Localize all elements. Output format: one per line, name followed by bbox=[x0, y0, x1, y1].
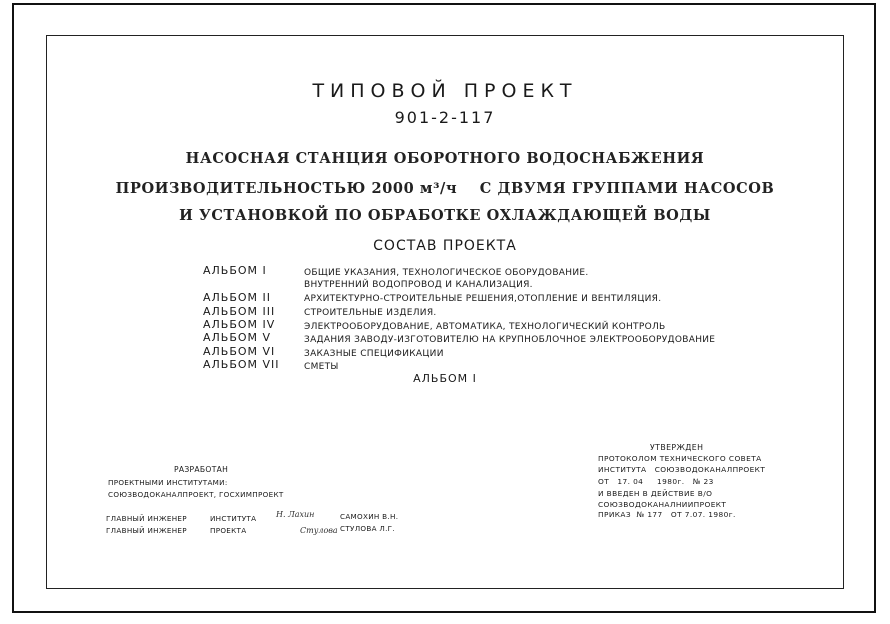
document-title: ТИПОВОЙ ПРОЕКТ bbox=[312, 80, 578, 102]
project-number: 901-2-117 bbox=[394, 108, 496, 127]
signer-2-signature: Стулова bbox=[300, 526, 338, 535]
developed-line-1: ПРОЕКТНЫМИ ИНСТИТУТАМИ: bbox=[108, 478, 228, 487]
signer-2-name: СТУЛОВА Л.Г. bbox=[340, 524, 395, 533]
signer-1-role-a: ГЛАВНЫЙ ИНЖЕНЕР bbox=[106, 514, 187, 523]
signer-2-role-a: ГЛАВНЫЙ ИНЖЕНЕР bbox=[106, 526, 187, 535]
heading-line-1: НАСОСНАЯ СТАНЦИЯ ОБОРОТНОГО ВОДОСНАБЖЕНИЯ bbox=[185, 150, 705, 167]
composition-title: СОСТАВ ПРОЕКТА bbox=[373, 238, 517, 254]
approved-line-4: И ВВЕДЕН В ДЕЙСТВИЕ В/О bbox=[598, 489, 713, 498]
approved-line-6: ПРИКАЗ № 177 ОТ 7.07. 1980г. bbox=[598, 510, 736, 519]
heading-line-2: ПРОИЗВОДИТЕЛЬНОСТЬЮ 2000 м³/ч С ДВУМЯ ГРУППАМИ НАСОСОВ bbox=[115, 180, 775, 197]
album-label-4: АЛЬБОМ IV bbox=[203, 318, 276, 331]
approved-title: УТВЕРЖДЕН bbox=[650, 443, 704, 452]
approved-line-3: ОТ 17. 04 1980г. № 23 bbox=[598, 477, 714, 486]
approved-line-2: ИНСТИТУТА СОЮЗВОДОКАНАЛПРОЕКТ bbox=[598, 465, 766, 474]
signer-2-role-b: ПРОЕКТА bbox=[210, 526, 247, 535]
album-label-3: АЛЬБОМ III bbox=[203, 305, 276, 318]
approved-line-1: ПРОТОКОЛОМ ТЕХНИЧЕСКОГО СОВЕТА bbox=[598, 454, 762, 463]
album-desc-5: ЗАДАНИЯ ЗАВОДУ-ИЗГОТОВИТЕЛЮ НА КРУПНОБЛОЧНОЕ ЭЛЕКТРООБОРУДОВАНИЕ bbox=[304, 335, 716, 345]
approved-line-5: СОЮЗВОДОКАНАЛНИИПРОЕКТ bbox=[598, 500, 727, 509]
signer-1-role-b: ИНСТИТУТА bbox=[210, 514, 257, 523]
album-desc-4: ЭЛЕКТРООБОРУДОВАНИЕ, АВТОМАТИКА, ТЕХНОЛОГИЧЕСКИЙ КОНТРОЛЬ bbox=[304, 322, 666, 332]
developed-title: РАЗРАБОТАН bbox=[174, 465, 229, 474]
album-label-5: АЛЬБОМ V bbox=[203, 331, 272, 344]
developed-line-2: СОЮЗВОДОКАНАЛПРОЕКТ, ГОСХИМПРОЕКТ bbox=[108, 490, 284, 499]
current-album: АЛЬБОМ I bbox=[413, 372, 477, 385]
album-desc-2: АРХИТЕКТУРНО-СТРОИТЕЛЬНЫЕ РЕШЕНИЯ,ОТОПЛЕНИЕ И ВЕНТИЛЯЦИЯ. bbox=[304, 294, 662, 304]
album-desc-6: ЗАКАЗНЫЕ СПЕЦИФИКАЦИИ bbox=[304, 349, 444, 359]
album-desc-3: СТРОИТЕЛЬНЫЕ ИЗДЕЛИЯ. bbox=[304, 308, 437, 318]
heading-line-3: И УСТАНОВКОЙ ПО ОБРАБОТКЕ ОХЛАЖДАЮЩЕЙ ВОДЫ bbox=[179, 207, 711, 224]
signer-1-name: САМОХИН В.Н. bbox=[340, 512, 399, 521]
album-label-6: АЛЬБОМ VI bbox=[203, 345, 276, 358]
album-desc-1a: ОБЩИЕ УКАЗАНИЯ, ТЕХНОЛОГИЧЕСКОЕ ОБОРУДОВАНИЕ. bbox=[304, 268, 589, 278]
signer-1-signature: Н. Лахин bbox=[276, 510, 315, 519]
album-label-1: АЛЬБОМ I bbox=[203, 264, 267, 277]
album-label-7: АЛЬБОМ VII bbox=[203, 358, 280, 371]
album-desc-1b: ВНУТРЕННИЙ ВОДОПРОВОД И КАНАЛИЗАЦИЯ. bbox=[304, 280, 533, 290]
album-label-2: АЛЬБОМ II bbox=[203, 291, 272, 304]
album-desc-7: СМЕТЫ bbox=[304, 362, 339, 372]
